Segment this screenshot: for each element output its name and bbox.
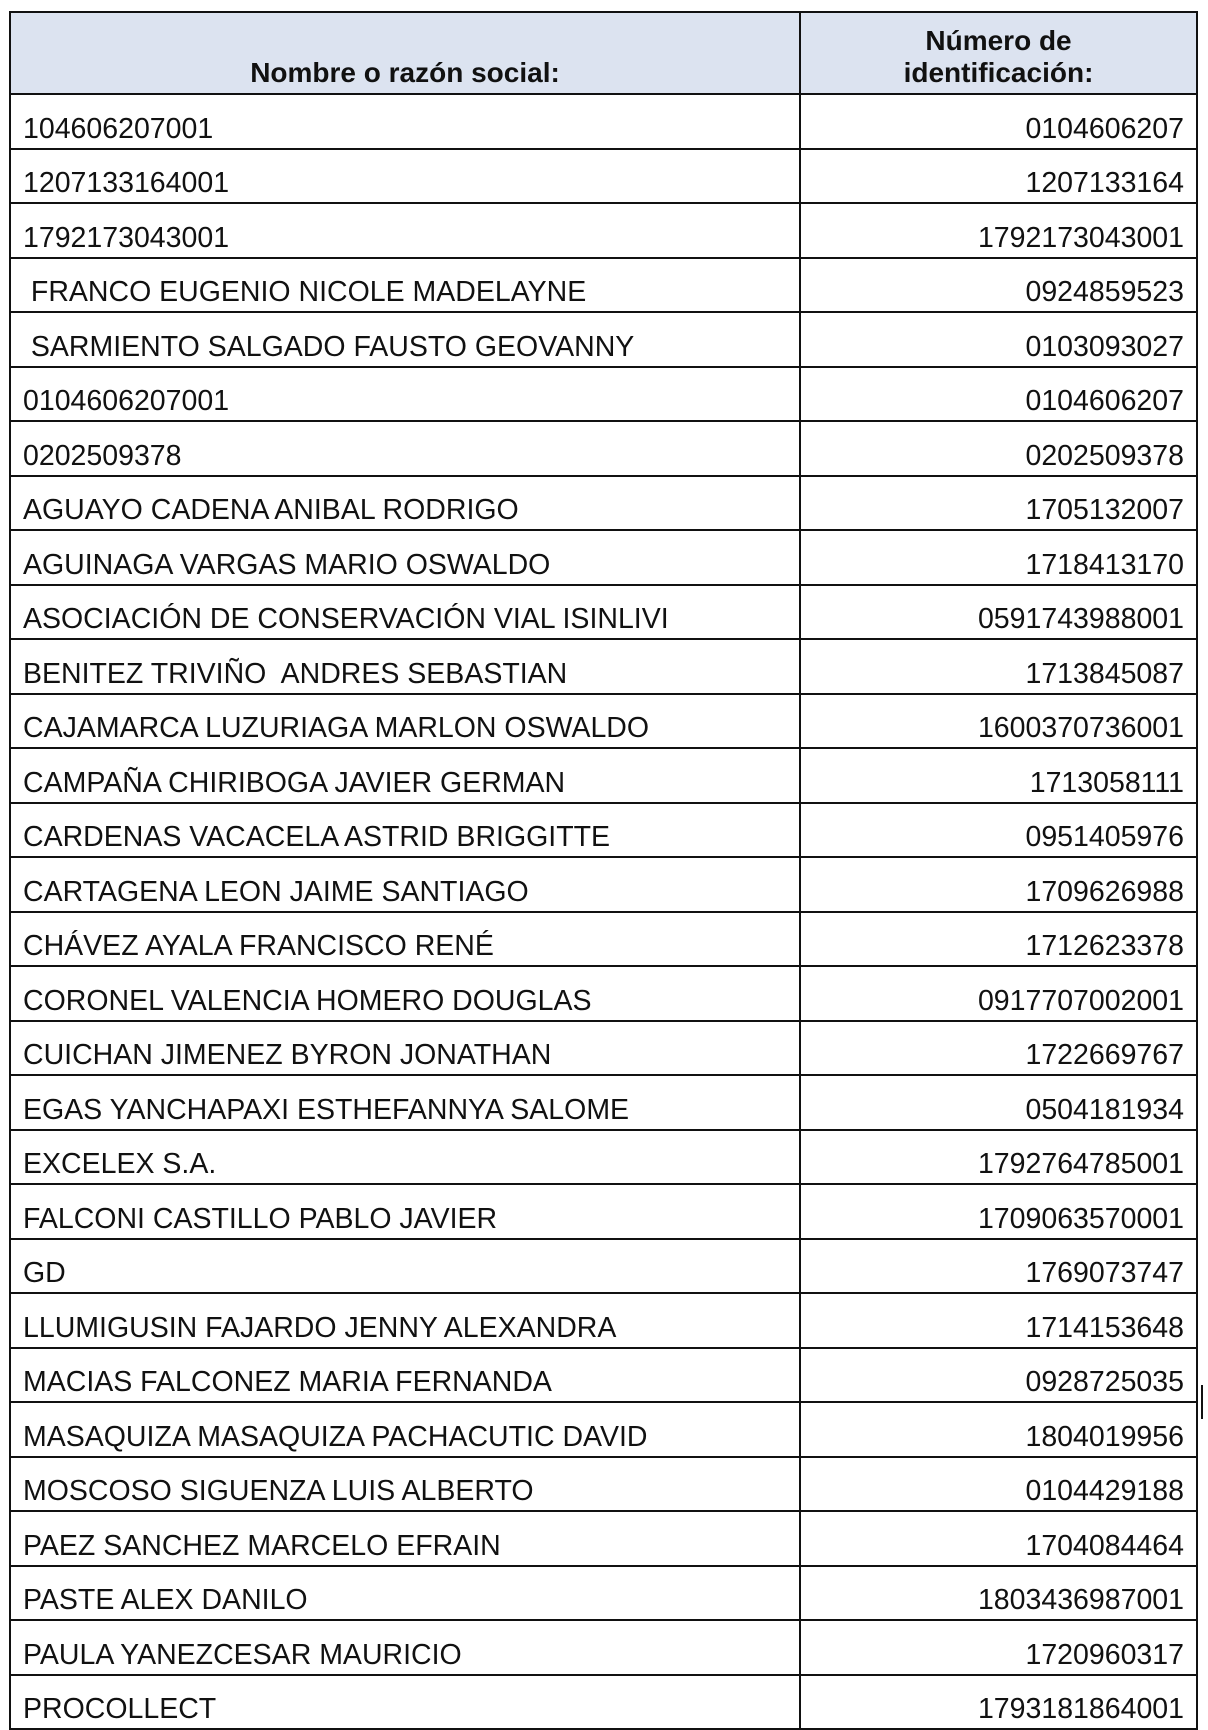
id-cell: 0928725035 xyxy=(800,1348,1197,1403)
id-cell: 1769073747 xyxy=(800,1239,1197,1294)
name-cell: 0202509378 xyxy=(10,421,800,476)
name-cell: CARDENAS VACACELA ASTRID BRIGGITTE xyxy=(10,803,800,858)
name-cell: SARMIENTO SALGADO FAUSTO GEOVANNY xyxy=(10,312,800,367)
id-cell: 1207133164 xyxy=(800,149,1197,204)
table-row xyxy=(10,1293,1197,1348)
id-cell: 1709063570001 xyxy=(800,1184,1197,1239)
table-row xyxy=(10,149,1197,204)
table-row xyxy=(10,1239,1197,1294)
name-cell: FRANCO EUGENIO NICOLE MADELAYNE xyxy=(10,258,800,313)
id-cell: 1705132007 xyxy=(800,476,1197,531)
table-row xyxy=(10,966,1197,1021)
id-cell: 1803436987001 xyxy=(800,1566,1197,1621)
header-id-line1: Número de xyxy=(925,25,1072,56)
table-row xyxy=(10,203,1197,258)
table-row xyxy=(10,639,1197,694)
name-cell: CAMPAÑA CHIRIBOGA JAVIER GERMAN xyxy=(10,748,800,803)
name-cell: 0104606207001 xyxy=(10,367,800,422)
table-row xyxy=(10,1457,1197,1512)
table-row xyxy=(10,1130,1197,1185)
table-row xyxy=(10,1566,1197,1621)
name-cell: MASAQUIZA MASAQUIZA PACHACUTIC DAVID xyxy=(10,1402,800,1457)
name-cell: MOSCOSO SIGUENZA LUIS ALBERTO xyxy=(10,1457,800,1512)
id-cell: 1718413170 xyxy=(800,530,1197,585)
table-row xyxy=(10,1075,1197,1130)
id-cell: 0951405976 xyxy=(800,803,1197,858)
name-cell: CHÁVEZ AYALA FRANCISCO RENÉ xyxy=(10,912,800,967)
name-cell: EXCELEX S.A. xyxy=(10,1130,800,1185)
id-cell: 1704084464 xyxy=(800,1511,1197,1566)
id-cell: 1714153648 xyxy=(800,1293,1197,1348)
table-row xyxy=(10,1021,1197,1076)
name-cell: 104606207001 xyxy=(10,94,800,149)
name-cell: PROCOLLECT xyxy=(10,1675,800,1730)
id-cell: 0202509378 xyxy=(800,421,1197,476)
table-row xyxy=(10,803,1197,858)
table-row xyxy=(10,1675,1197,1730)
table-row xyxy=(10,476,1197,531)
table-row xyxy=(10,530,1197,585)
table-row xyxy=(10,367,1197,422)
id-cell: 0104606207 xyxy=(800,367,1197,422)
header-id xyxy=(800,12,1197,94)
name-cell: BENITEZ TRIVIÑO ANDRES SEBASTIAN xyxy=(10,639,800,694)
table-row xyxy=(10,585,1197,640)
name-cell: PAEZ SANCHEZ MARCELO EFRAIN xyxy=(10,1511,800,1566)
id-cell: 0104429188 xyxy=(800,1457,1197,1512)
table-row xyxy=(10,1511,1197,1566)
name-cell: CARTAGENA LEON JAIME SANTIAGO xyxy=(10,857,800,912)
name-cell: PASTE ALEX DANILO xyxy=(10,1566,800,1621)
id-cell: 0103093027 xyxy=(800,312,1197,367)
id-cell: 1713058111 xyxy=(800,748,1197,803)
table-row xyxy=(10,1402,1197,1457)
name-cell: ASOCIACIÓN DE CONSERVACIÓN VIAL ISINLIVI xyxy=(10,585,800,640)
name-cell: CUICHAN JIMENEZ BYRON JONATHAN xyxy=(10,1021,800,1076)
name-cell: GD xyxy=(10,1239,800,1294)
table-row xyxy=(10,912,1197,967)
table-row xyxy=(10,857,1197,912)
name-cell: CAJAMARCA LUZURIAGA MARLON OSWALDO xyxy=(10,694,800,749)
id-cell: 1712623378 xyxy=(800,912,1197,967)
name-cell: PAULA YANEZCESAR MAURICIO xyxy=(10,1620,800,1675)
table-row xyxy=(10,1348,1197,1403)
id-cell: 1600370736001 xyxy=(800,694,1197,749)
table-row xyxy=(10,421,1197,476)
id-cell: 1804019956 xyxy=(800,1402,1197,1457)
name-cell: AGUAYO CADENA ANIBAL RODRIGO xyxy=(10,476,800,531)
id-cell: 0924859523 xyxy=(800,258,1197,313)
name-cell: 1207133164001 xyxy=(10,149,800,204)
header-id-line2: identificación: xyxy=(903,57,1094,88)
name-cell: CORONEL VALENCIA HOMERO DOUGLAS xyxy=(10,966,800,1021)
name-cell: EGAS YANCHAPAXI ESTHEFANNYA SALOME xyxy=(10,1075,800,1130)
table-row xyxy=(10,694,1197,749)
id-cell: 0917707002001 xyxy=(800,966,1197,1021)
name-cell: MACIAS FALCONEZ MARIA FERNANDA xyxy=(10,1348,800,1403)
id-cell: 1792173043001 xyxy=(800,203,1197,258)
table-row xyxy=(10,94,1197,149)
id-cell: 1722669767 xyxy=(800,1021,1197,1076)
id-cell: 1709626988 xyxy=(800,857,1197,912)
table-row xyxy=(10,1184,1197,1239)
header-name: Nombre o razón social: xyxy=(10,12,800,94)
id-cell: 0591743988001 xyxy=(800,585,1197,640)
id-cell: 1793181864001 xyxy=(800,1675,1197,1730)
table-row xyxy=(10,1620,1197,1675)
name-cell: LLUMIGUSIN FAJARDO JENNY ALEXANDRA xyxy=(10,1293,800,1348)
name-cell: FALCONI CASTILLO PABLO JAVIER xyxy=(10,1184,800,1239)
id-cell: 0104606207 xyxy=(800,94,1197,149)
header-row xyxy=(10,12,1197,94)
table-row xyxy=(10,748,1197,803)
registry-table xyxy=(9,11,1198,1730)
table-row xyxy=(10,258,1197,313)
id-cell: 1720960317 xyxy=(800,1620,1197,1675)
id-cell: 1792764785001 xyxy=(800,1130,1197,1185)
id-cell: 0504181934 xyxy=(800,1075,1197,1130)
text-cursor-mark xyxy=(1201,1385,1203,1419)
name-cell: 1792173043001 xyxy=(10,203,800,258)
id-cell: 1713845087 xyxy=(800,639,1197,694)
name-cell: AGUINAGA VARGAS MARIO OSWALDO xyxy=(10,530,800,585)
table-row xyxy=(10,312,1197,367)
